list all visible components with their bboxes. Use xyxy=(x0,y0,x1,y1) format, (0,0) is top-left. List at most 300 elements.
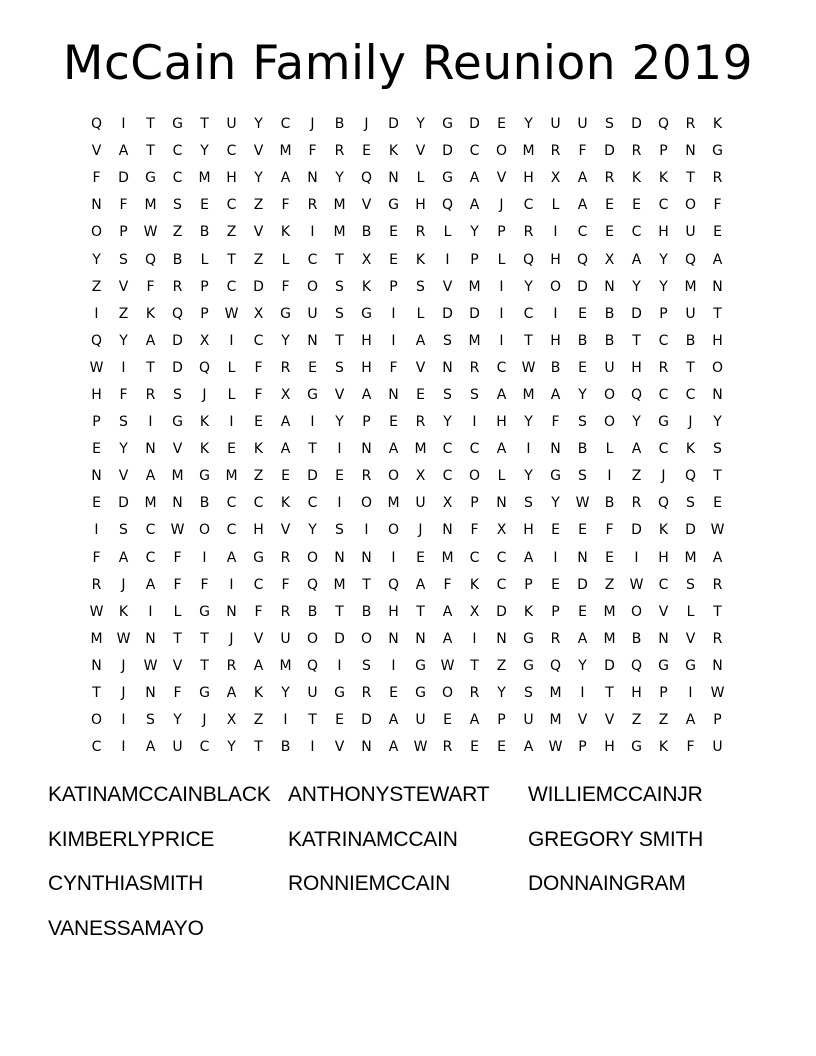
grid-letter: N xyxy=(145,685,156,702)
grid-letter: G xyxy=(307,386,318,403)
grid-letter: N xyxy=(415,630,426,647)
grid-letter: A xyxy=(145,739,156,756)
grid-letter: I xyxy=(148,414,153,431)
grid-letter: N xyxy=(442,359,453,376)
grid-letter: I xyxy=(202,549,207,566)
grid-letter: G xyxy=(172,414,183,431)
grid-letter: V xyxy=(172,657,183,674)
grid-letter: I xyxy=(499,278,504,295)
grid-letter: D xyxy=(442,143,453,160)
grid-letter: Z xyxy=(631,712,642,729)
word-list-item: WILLIEMCCAINJR xyxy=(528,783,703,806)
grid-letter: I xyxy=(391,549,396,566)
grid-letter: S xyxy=(119,414,128,431)
grid-letter: B xyxy=(604,332,615,349)
grid-letter: P xyxy=(389,278,398,295)
grid-letter: V xyxy=(118,278,129,295)
grid-letter: R xyxy=(469,359,480,376)
grid-row xyxy=(83,653,731,680)
grid-letter: D xyxy=(631,522,642,539)
grid-letter: V xyxy=(604,712,615,729)
grid-letter: E xyxy=(578,305,587,322)
grid-letter: V xyxy=(685,630,696,647)
grid-letter: Y xyxy=(254,116,263,133)
grid-letter: D xyxy=(253,278,264,295)
grid-letter: A xyxy=(145,468,156,485)
grid-letter: A xyxy=(631,251,642,268)
grid-letter: D xyxy=(442,305,453,322)
grid-letter: U xyxy=(523,712,534,729)
grid-letter: I xyxy=(148,603,153,620)
grid-letter: D xyxy=(631,116,642,133)
grid-letter: Y xyxy=(119,332,128,349)
grid-letter: E xyxy=(389,224,398,241)
grid-letter: U xyxy=(550,116,561,133)
grid-letter: C xyxy=(469,549,480,566)
grid-letter: G xyxy=(280,305,291,322)
grid-letter: B xyxy=(631,630,642,647)
grid-letter: G xyxy=(631,739,642,756)
grid-letter: U xyxy=(415,712,426,729)
grid-letter: F xyxy=(92,170,101,187)
grid-letter: O xyxy=(387,522,400,539)
grid-letter: O xyxy=(468,468,481,485)
grid-letter: K xyxy=(631,170,642,187)
grid-letter: W xyxy=(143,224,158,241)
word-list-item: VANESSAMAYO xyxy=(48,916,204,940)
grid-letter: T xyxy=(308,712,317,729)
grid-letter: H xyxy=(631,359,642,376)
grid-letter: E xyxy=(308,359,317,376)
grid-letter: N xyxy=(496,495,507,512)
grid-letter: R xyxy=(631,143,642,160)
grid-letter: X xyxy=(415,468,426,485)
grid-letter: R xyxy=(658,359,669,376)
grid-letter: P xyxy=(470,251,479,268)
grid-letter: K xyxy=(199,441,210,458)
grid-letter: Y xyxy=(551,495,560,512)
grid-letter: Q xyxy=(90,332,103,349)
grid-letter: N xyxy=(145,441,156,458)
grid-letter: T xyxy=(200,116,209,133)
grid-letter: K xyxy=(199,414,210,431)
grid-letter: V xyxy=(415,359,426,376)
grid-letter: D xyxy=(307,468,318,485)
grid-letter: A xyxy=(469,170,480,187)
grid-letter: A xyxy=(388,739,399,756)
grid-letter: W xyxy=(224,305,239,322)
grid-letter: R xyxy=(172,278,183,295)
grid-letter: N xyxy=(658,630,669,647)
grid-letter: E xyxy=(443,712,452,729)
grid-letter: H xyxy=(550,332,561,349)
grid-letter: Y xyxy=(470,224,479,241)
grid-letter: K xyxy=(523,603,534,620)
grid-letter: W xyxy=(548,739,563,756)
grid-letter: V xyxy=(577,712,588,729)
grid-letter: K xyxy=(280,495,291,512)
grid-letter: D xyxy=(577,576,588,593)
grid-letter: D xyxy=(577,278,588,295)
grid-letter: L xyxy=(551,197,560,214)
grid-letter: N xyxy=(496,630,507,647)
grid-letter: R xyxy=(145,386,156,403)
grid-letter: E xyxy=(551,576,560,593)
grid-letter: R xyxy=(334,143,345,160)
grid-letter: S xyxy=(443,332,452,349)
grid-letter: G xyxy=(172,116,183,133)
grid-letter: R xyxy=(631,495,642,512)
grid-letter: J xyxy=(121,657,126,674)
grid-letter: P xyxy=(551,603,560,620)
grid-letter: A xyxy=(523,739,534,756)
grid-letter: S xyxy=(686,576,695,593)
grid-letter: H xyxy=(91,386,102,403)
grid-letter: R xyxy=(604,170,615,187)
grid-letter: Q xyxy=(549,657,562,674)
grid-letter: Y xyxy=(308,522,317,539)
grid-letter: Y xyxy=(578,657,587,674)
grid-letter: W xyxy=(89,359,104,376)
grid-letter: Y xyxy=(254,170,263,187)
grid-letter: I xyxy=(391,332,396,349)
grid-letter: O xyxy=(441,685,454,702)
grid-letter: F xyxy=(281,197,290,214)
grid-letter: M xyxy=(684,549,697,566)
grid-row xyxy=(83,382,731,409)
grid-letter: Y xyxy=(632,414,641,431)
grid-letter: N xyxy=(307,332,318,349)
grid-letter: M xyxy=(522,143,535,160)
grid-letter: Y xyxy=(335,170,344,187)
grid-letter: D xyxy=(685,522,696,539)
grid-letter: R xyxy=(685,116,696,133)
grid-letter: F xyxy=(686,739,695,756)
grid-letter: U xyxy=(307,685,318,702)
grid-letter: N xyxy=(91,468,102,485)
grid-letter: H xyxy=(631,685,642,702)
grid-letter: O xyxy=(603,386,616,403)
grid-letter: A xyxy=(415,332,426,349)
grid-letter: Z xyxy=(253,712,264,729)
grid-letter: H xyxy=(523,170,534,187)
grid-letter: C xyxy=(253,576,264,593)
word-list xyxy=(48,776,768,954)
grid-letter: N xyxy=(442,522,453,539)
grid-letter: A xyxy=(388,712,399,729)
grid-letter: L xyxy=(443,224,452,241)
grid-letter: M xyxy=(90,630,103,647)
grid-letter: E xyxy=(605,197,614,214)
grid-letter: A xyxy=(550,386,561,403)
grid-letter: V xyxy=(658,603,669,620)
grid-letter: B xyxy=(604,495,615,512)
grid-letter: C xyxy=(658,332,669,349)
grid-letter: X xyxy=(199,332,210,349)
word-list-item: CYNTHIASMITH xyxy=(48,872,204,895)
grid-letter: R xyxy=(415,414,426,431)
page-title: McCain Family Reunion 2019 xyxy=(62,36,754,91)
grid-letter: M xyxy=(333,224,346,241)
grid-letter: T xyxy=(146,359,155,376)
grid-letter: V xyxy=(442,278,453,295)
grid-letter: C xyxy=(226,143,237,160)
grid-letter: C xyxy=(172,143,183,160)
grid-letter: V xyxy=(253,630,264,647)
grid-letter: S xyxy=(335,278,344,295)
grid-letter: A xyxy=(523,549,534,566)
grid-letter: I xyxy=(634,549,639,566)
grid-letter: N xyxy=(226,603,237,620)
grid-letter: Y xyxy=(416,116,425,133)
grid-row xyxy=(83,219,731,246)
grid-letter: A xyxy=(280,414,291,431)
grid-letter: Q xyxy=(306,576,319,593)
grid-letter: U xyxy=(307,305,318,322)
grid-letter: H xyxy=(658,549,669,566)
grid-letter: Y xyxy=(173,712,182,729)
grid-letter: F xyxy=(443,576,452,593)
grid-letter: A xyxy=(361,386,372,403)
grid-letter: T xyxy=(605,685,614,702)
grid-letter: W xyxy=(413,739,428,756)
grid-letter: K xyxy=(685,441,696,458)
grid-letter: A xyxy=(253,657,264,674)
grid-letter: Y xyxy=(524,278,533,295)
grid-letter: G xyxy=(442,170,453,187)
grid-letter: A xyxy=(496,441,507,458)
grid-row xyxy=(83,138,731,165)
grid-letter: X xyxy=(280,386,291,403)
grid-letter: I xyxy=(553,224,558,241)
grid-letter: P xyxy=(713,712,722,729)
grid-letter: W xyxy=(710,522,725,539)
grid-letter: R xyxy=(91,576,102,593)
grid-letter: L xyxy=(227,386,236,403)
grid-letter: T xyxy=(146,143,155,160)
grid-letter: L xyxy=(686,603,695,620)
grid-row xyxy=(83,572,731,599)
grid-letter: I xyxy=(121,712,126,729)
grid-letter: G xyxy=(550,468,561,485)
grid-letter: L xyxy=(173,603,182,620)
grid-letter: L xyxy=(416,305,425,322)
grid-letter: P xyxy=(578,739,587,756)
grid-row xyxy=(83,545,731,572)
grid-letter: Z xyxy=(91,278,102,295)
grid-letter: I xyxy=(337,495,342,512)
grid-letter: Y xyxy=(227,739,236,756)
grid-letter: F xyxy=(146,278,155,295)
grid-letter: K xyxy=(388,143,399,160)
grid-letter: S xyxy=(578,414,587,431)
grid-letter: C xyxy=(658,441,669,458)
grid-row xyxy=(83,680,731,707)
grid-letter: F xyxy=(254,359,263,376)
grid-row xyxy=(83,517,731,544)
grid-letter: U xyxy=(604,359,615,376)
grid-letter: C xyxy=(469,441,480,458)
grid-letter: O xyxy=(684,197,697,214)
grid-letter: W xyxy=(710,685,725,702)
grid-letter: D xyxy=(631,305,642,322)
grid-letter: C xyxy=(226,522,237,539)
grid-letter: X xyxy=(496,522,507,539)
grid-letter: E xyxy=(497,739,506,756)
grid-letter: F xyxy=(173,549,182,566)
grid-letter: Y xyxy=(92,251,101,268)
grid-letter: N xyxy=(388,630,399,647)
grid-letter: U xyxy=(280,630,291,647)
grid-letter: I xyxy=(688,685,693,702)
grid-letter: I xyxy=(337,657,342,674)
grid-letter: N xyxy=(91,197,102,214)
grid-letter: B xyxy=(577,332,588,349)
grid-letter: F xyxy=(389,359,398,376)
grid-letter: Y xyxy=(119,441,128,458)
grid-letter: I xyxy=(310,224,315,241)
grid-letter: D xyxy=(361,712,372,729)
grid-letter: C xyxy=(253,332,264,349)
grid-letter: D xyxy=(469,305,480,322)
grid-letter: N xyxy=(388,170,399,187)
grid-letter: F xyxy=(200,576,209,593)
grid-letter: N xyxy=(307,170,318,187)
grid-letter: B xyxy=(361,603,372,620)
grid-letter: J xyxy=(202,712,207,729)
grid-letter: D xyxy=(172,332,183,349)
grid-letter: C xyxy=(442,441,453,458)
grid-letter: D xyxy=(334,630,345,647)
grid-letter: W xyxy=(89,603,104,620)
grid-letter: T xyxy=(335,603,344,620)
grid-letter: Y xyxy=(659,278,668,295)
grid-letter: Q xyxy=(441,197,454,214)
grid-letter: P xyxy=(659,305,668,322)
grid-letter: E xyxy=(335,468,344,485)
grid-letter: P xyxy=(659,685,668,702)
grid-letter: N xyxy=(712,278,723,295)
grid-letter: X xyxy=(469,603,480,620)
grid-letter: T xyxy=(470,657,479,674)
grid-letter: R xyxy=(712,170,723,187)
grid-letter: S xyxy=(524,685,533,702)
grid-letter: N xyxy=(712,386,723,403)
grid-letter: U xyxy=(712,739,723,756)
grid-letter: R xyxy=(226,657,237,674)
grid-letter: C xyxy=(631,224,642,241)
grid-letter: T xyxy=(92,685,101,702)
grid-letter: K xyxy=(280,224,291,241)
grid-letter: K xyxy=(658,739,669,756)
grid-letter: L xyxy=(281,251,290,268)
grid-letter: N xyxy=(172,495,183,512)
grid-letter: I xyxy=(391,305,396,322)
grid-letter: E xyxy=(497,116,506,133)
grid-letter: E xyxy=(578,603,587,620)
grid-letter: I xyxy=(310,739,315,756)
grid-letter: R xyxy=(712,630,723,647)
grid-letter: H xyxy=(604,739,615,756)
grid-letter: C xyxy=(442,468,453,485)
grid-letter: I xyxy=(229,332,234,349)
grid-letter: I xyxy=(229,414,234,431)
grid-letter: M xyxy=(144,197,157,214)
grid-letter: W xyxy=(521,359,536,376)
word-list-item: ANTHONYSTEWART xyxy=(288,783,490,806)
grid-letter: A xyxy=(577,630,588,647)
grid-row xyxy=(83,274,731,301)
grid-letter: N xyxy=(685,143,696,160)
grid-row xyxy=(83,301,731,328)
grid-letter: P xyxy=(92,414,101,431)
grid-row xyxy=(83,707,731,734)
grid-row xyxy=(83,626,731,653)
grid-letter: C xyxy=(307,251,318,268)
grid-letter: U xyxy=(415,495,426,512)
grid-letter: I xyxy=(499,332,504,349)
grid-letter: H xyxy=(496,414,507,431)
grid-letter: H xyxy=(361,332,372,349)
grid-letter: A xyxy=(496,386,507,403)
grid-row xyxy=(83,490,731,517)
grid-letter: G xyxy=(253,549,264,566)
grid-letter: E xyxy=(632,197,641,214)
grid-row xyxy=(83,463,731,490)
grid-letter: T xyxy=(200,657,209,674)
grid-letter: T xyxy=(308,441,317,458)
grid-letter: A xyxy=(118,549,129,566)
grid-letter: M xyxy=(333,197,346,214)
grid-letter: I xyxy=(499,305,504,322)
grid-letter: I xyxy=(472,630,477,647)
grid-letter: W xyxy=(116,630,131,647)
grid-row xyxy=(83,436,731,463)
grid-letter: R xyxy=(361,468,372,485)
grid-letter: Y xyxy=(443,414,452,431)
grid-letter: S xyxy=(605,116,614,133)
grid-letter: Q xyxy=(630,657,643,674)
grid-letter: P xyxy=(659,143,668,160)
grid-letter: F xyxy=(551,414,560,431)
grid-letter: S xyxy=(443,386,452,403)
grid-letter: I xyxy=(229,576,234,593)
grid-letter: A xyxy=(145,576,156,593)
grid-letter: P xyxy=(497,224,506,241)
grid-letter: C xyxy=(496,549,507,566)
grid-letter: Q xyxy=(144,251,157,268)
grid-letter: Q xyxy=(657,495,670,512)
grid-letter: I xyxy=(94,522,99,539)
grid-letter: N xyxy=(361,549,372,566)
grid-letter: F xyxy=(173,685,182,702)
grid-letter: V xyxy=(280,522,291,539)
grid-letter: V xyxy=(253,224,264,241)
grid-letter: X xyxy=(604,251,615,268)
grid-letter: Y xyxy=(281,685,290,702)
grid-letter: O xyxy=(90,224,103,241)
grid-letter: Y xyxy=(713,414,722,431)
grid-letter: C xyxy=(172,170,183,187)
grid-letter: I xyxy=(94,305,99,322)
grid-letter: K xyxy=(145,305,156,322)
grid-letter: C xyxy=(658,197,669,214)
grid-letter: K xyxy=(658,522,669,539)
grid-letter: B xyxy=(199,495,210,512)
grid-letter: U xyxy=(577,116,588,133)
grid-letter: R xyxy=(469,685,480,702)
grid-letter: E xyxy=(605,549,614,566)
